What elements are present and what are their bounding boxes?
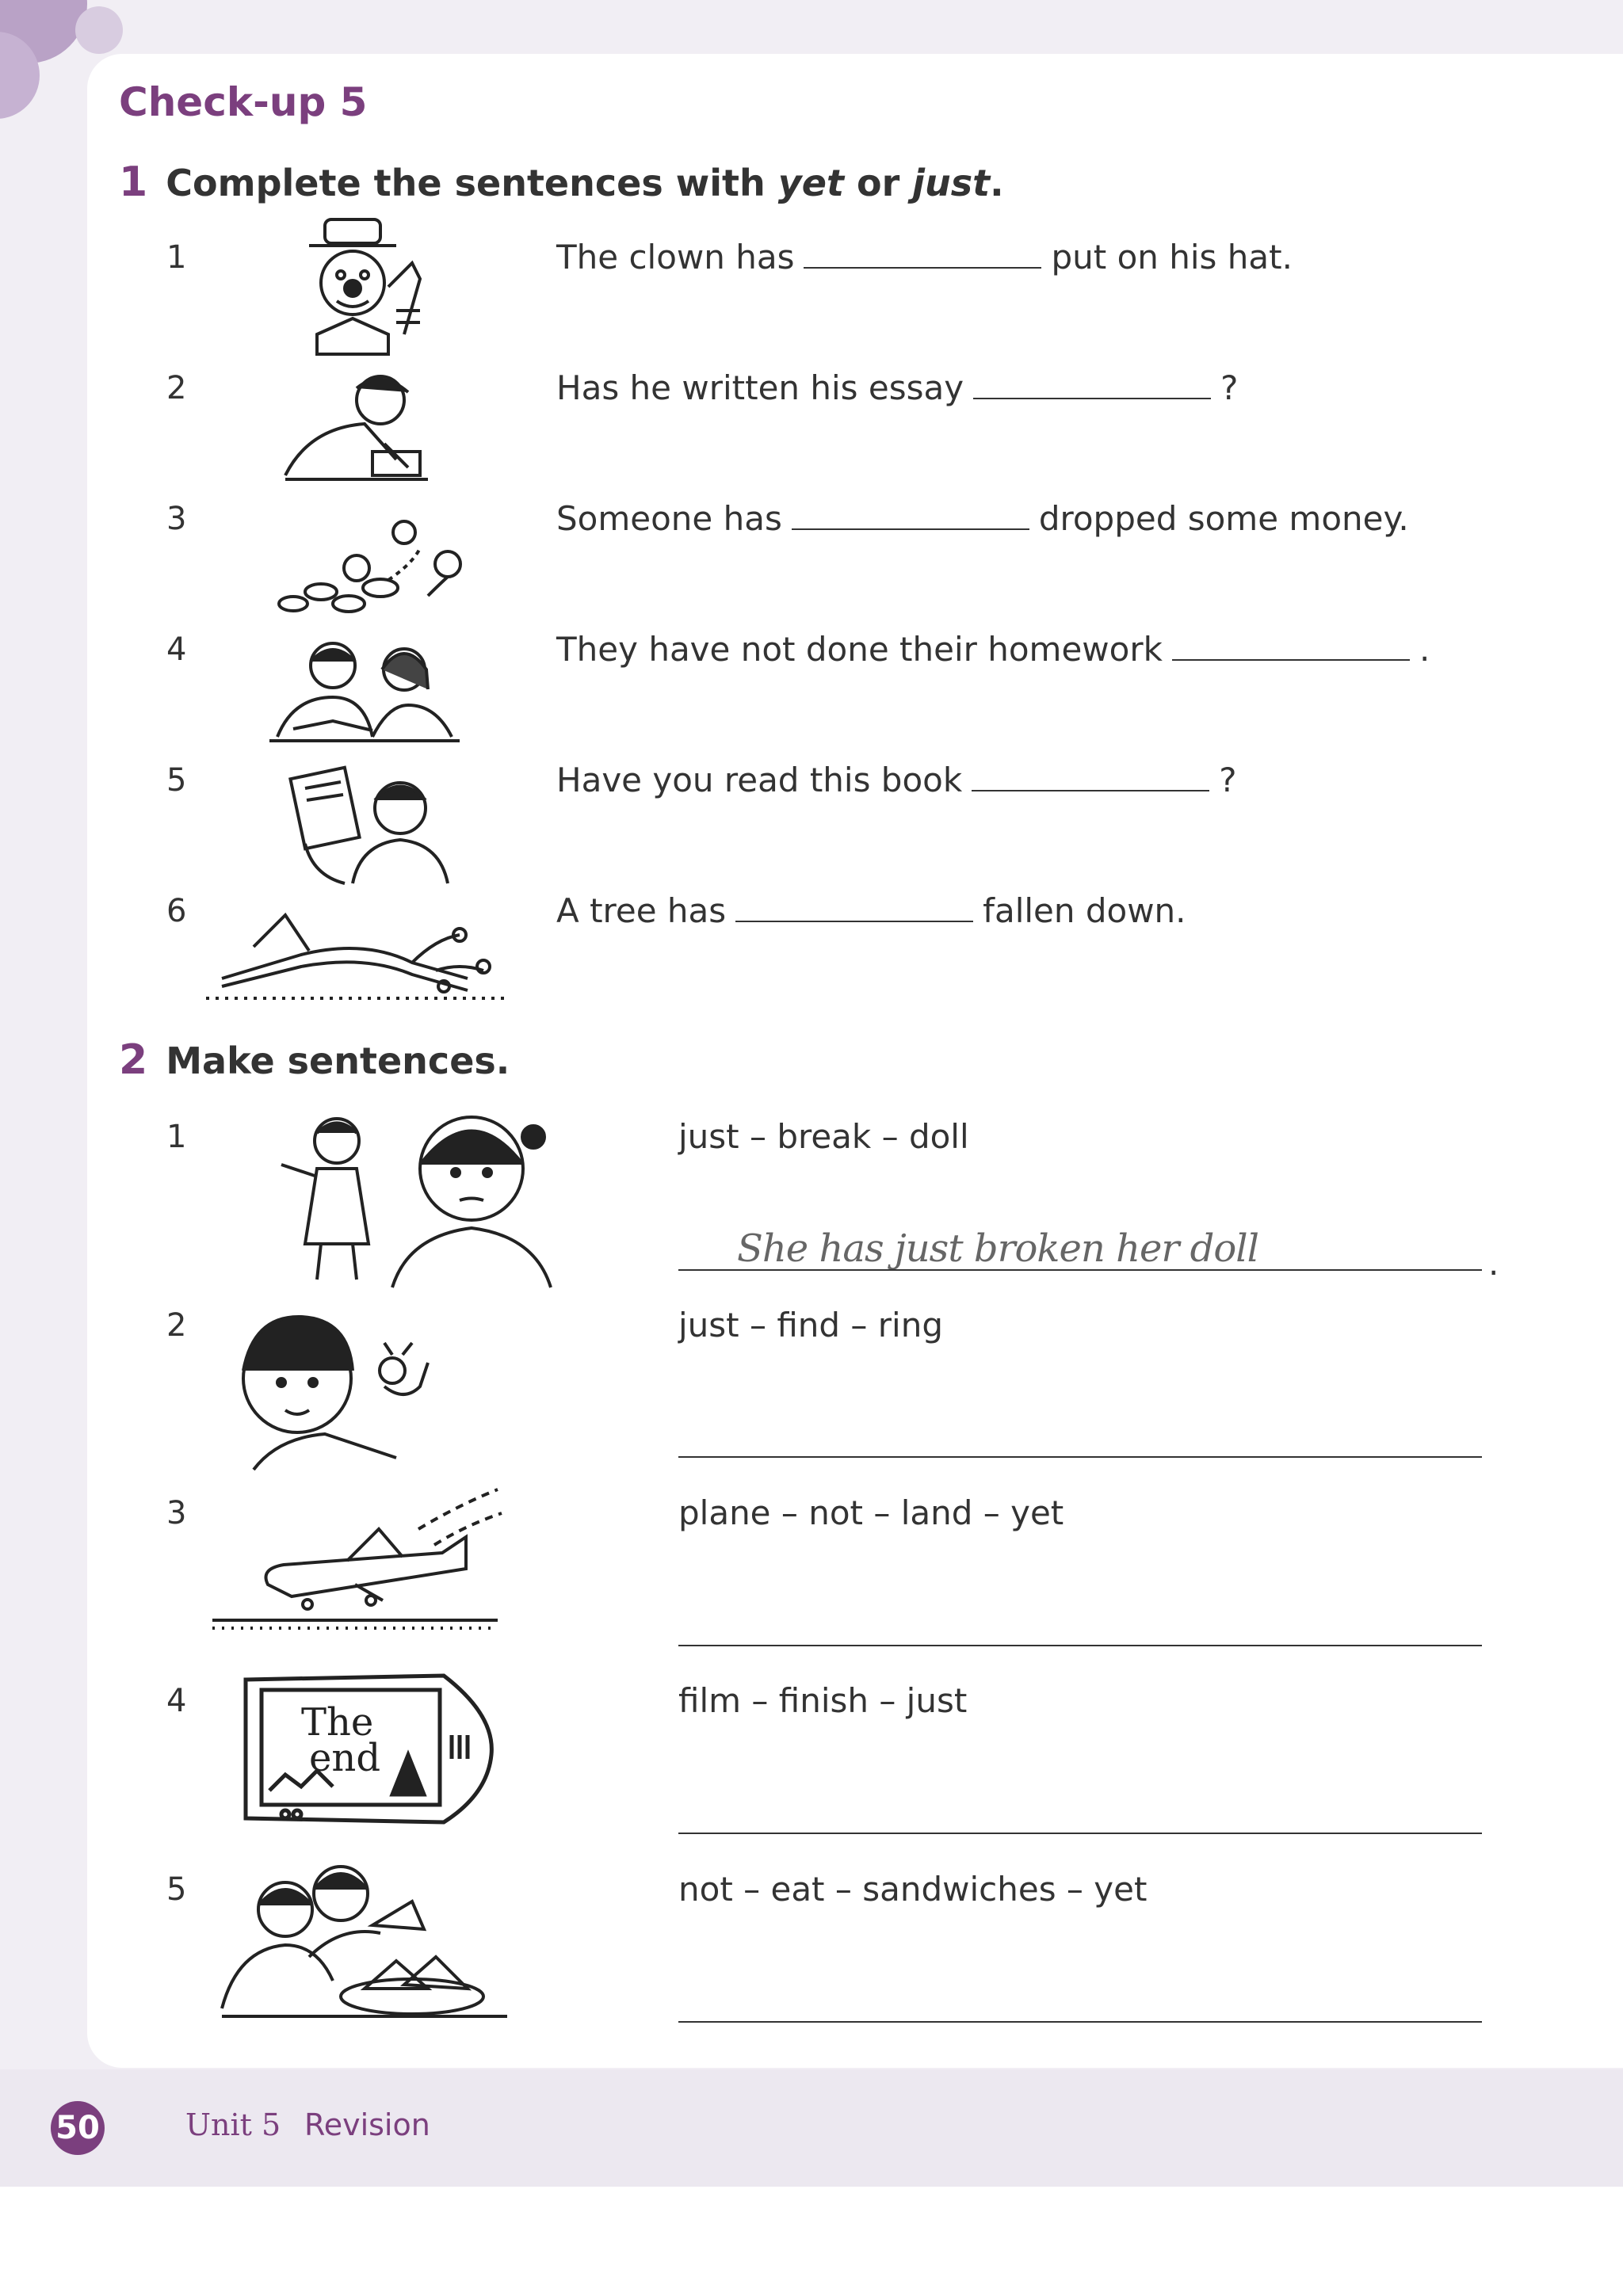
item-number: 3 bbox=[166, 501, 187, 537]
item-number: 5 bbox=[166, 1871, 187, 1908]
item-number: 4 bbox=[166, 1683, 187, 1719]
answer-blank[interactable] bbox=[972, 784, 1209, 791]
exercise-instruction: Complete the sentences with yet or just. bbox=[166, 162, 1004, 204]
exercise-instruction: Make sentences. bbox=[166, 1039, 510, 1082]
plane-icon bbox=[212, 1482, 506, 1640]
decor-circle bbox=[75, 6, 123, 54]
tv-text-the: The bbox=[301, 1700, 374, 1745]
word-cue: plane – not – land – yet bbox=[678, 1493, 1064, 1532]
exercise-number: 2 bbox=[119, 1036, 148, 1084]
answer-line[interactable] bbox=[678, 1269, 1482, 1271]
boy-writing-icon bbox=[277, 364, 436, 491]
answer-line[interactable] bbox=[678, 2021, 1482, 2023]
sentence: Someone has dropped some money. bbox=[556, 499, 1409, 538]
answer-blank[interactable] bbox=[1172, 653, 1410, 661]
man-reading-icon bbox=[281, 765, 456, 887]
footer-unit: Unit 5 bbox=[185, 2107, 281, 2142]
answer-line[interactable] bbox=[678, 1645, 1482, 1646]
sentence: Has he written his essay ? bbox=[556, 368, 1239, 407]
exercise-2-heading bbox=[119, 1036, 510, 1084]
footer-section: Revision bbox=[304, 2107, 430, 2142]
handwritten-answer: She has just broken her doll bbox=[737, 1226, 1258, 1271]
answer-line[interactable] bbox=[678, 1456, 1482, 1458]
exercise-number: 1 bbox=[119, 158, 148, 206]
answer-blank[interactable] bbox=[973, 391, 1211, 399]
item-number: 6 bbox=[166, 893, 187, 929]
answer-line[interactable] bbox=[678, 1833, 1482, 1834]
page-number-badge: 50 bbox=[51, 2101, 105, 2155]
sentence: The clown has put on his hat. bbox=[556, 238, 1293, 277]
sentence: A tree has fallen down. bbox=[556, 891, 1186, 930]
tv-the-end-icon bbox=[238, 1668, 499, 1830]
clown-icon bbox=[277, 215, 436, 358]
item-number: 3 bbox=[166, 1495, 187, 1531]
item-number: 4 bbox=[166, 631, 187, 668]
answer-blank[interactable] bbox=[804, 261, 1041, 269]
girl-broken-doll-icon bbox=[273, 1101, 559, 1291]
word-cue: just – find – ring bbox=[678, 1306, 943, 1344]
children-homework-icon bbox=[262, 634, 468, 753]
boy-ring-icon bbox=[222, 1299, 460, 1474]
word-cue: not – eat – sandwiches – yet bbox=[678, 1870, 1148, 1909]
item-number: 1 bbox=[166, 239, 187, 276]
boys-sandwiches-icon bbox=[214, 1862, 515, 2020]
sentence: Have you read this book ? bbox=[556, 761, 1237, 799]
tv-text-end: end bbox=[309, 1736, 381, 1780]
exercise-1-heading bbox=[119, 158, 1004, 206]
item-number: 1 bbox=[166, 1119, 187, 1155]
sentence-end: . bbox=[1488, 1244, 1499, 1283]
fallen-tree-icon bbox=[206, 891, 515, 1010]
answer-blank[interactable] bbox=[735, 914, 973, 922]
word-cue: film – finish – just bbox=[678, 1681, 968, 1720]
item-number: 2 bbox=[166, 370, 187, 406]
answer-blank[interactable] bbox=[792, 522, 1029, 530]
page-title: Check-up 5 bbox=[119, 79, 368, 125]
word-cue: just – break – doll bbox=[678, 1117, 969, 1156]
item-number: 2 bbox=[166, 1307, 187, 1344]
coins-icon bbox=[269, 509, 475, 620]
item-number: 5 bbox=[166, 762, 187, 799]
sentence: They have not done their homework . bbox=[556, 630, 1430, 669]
